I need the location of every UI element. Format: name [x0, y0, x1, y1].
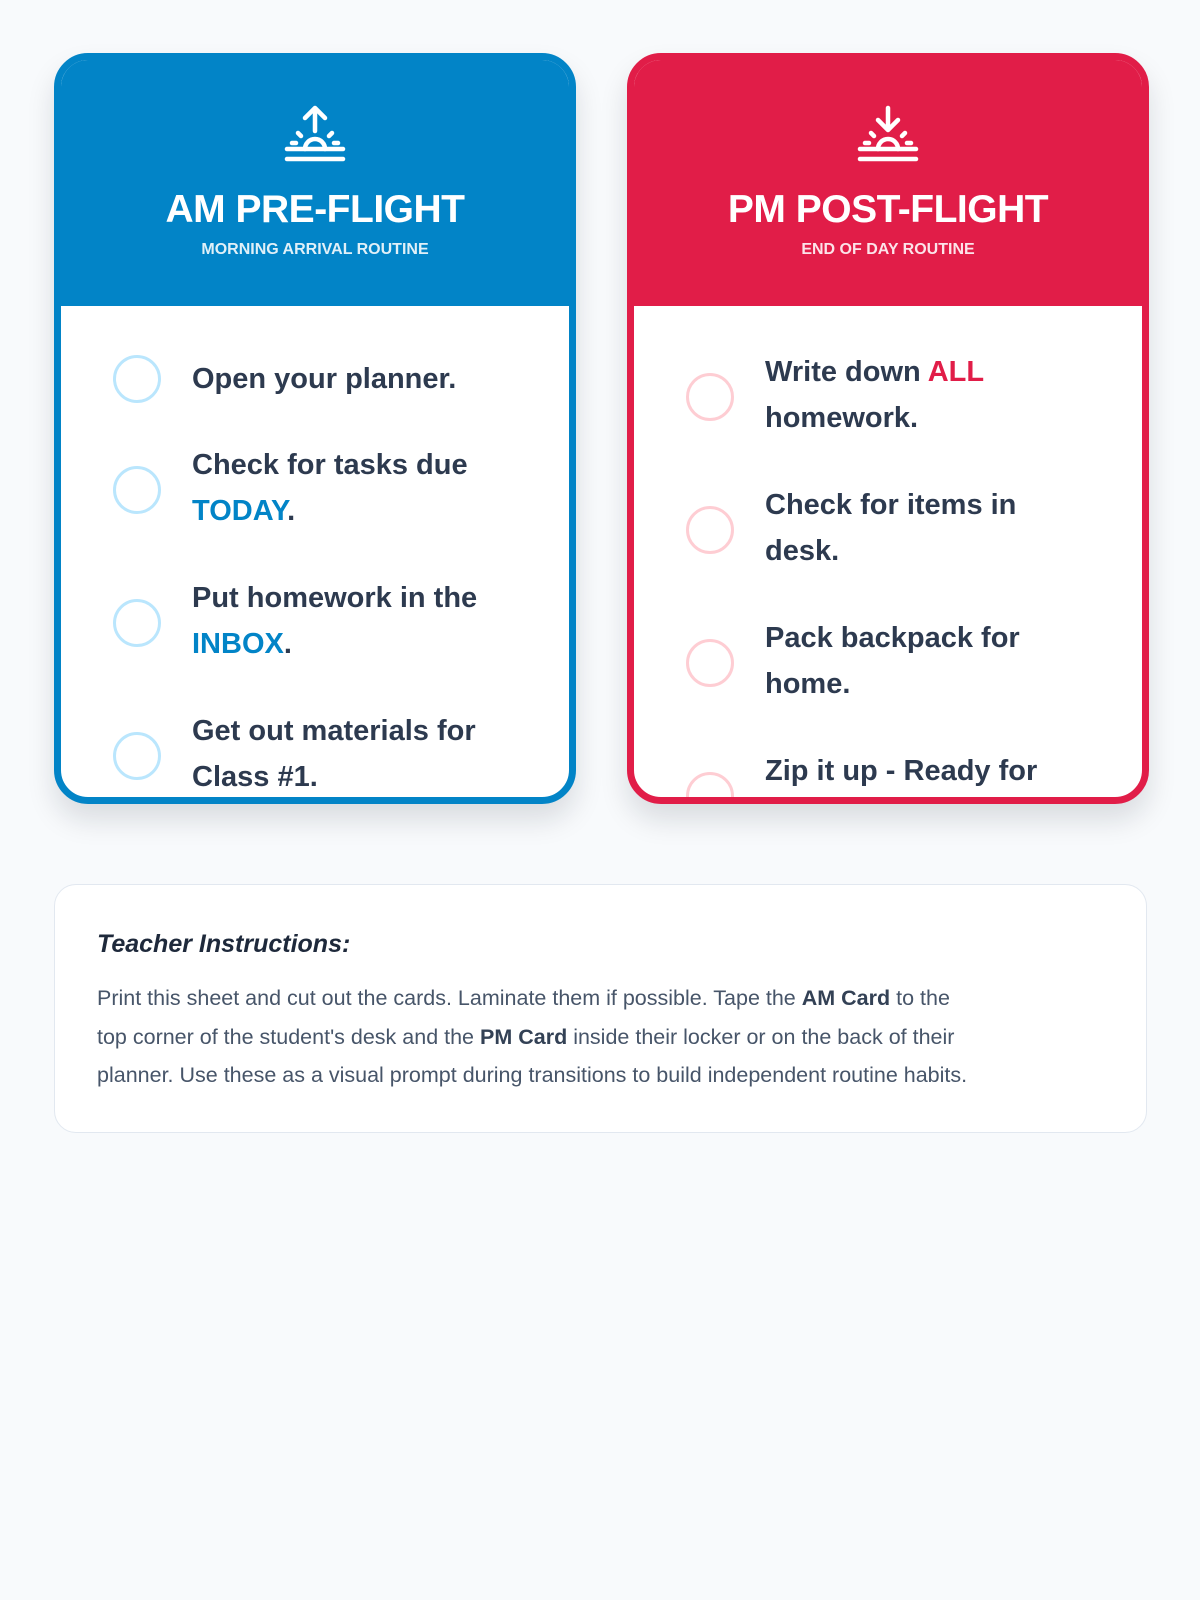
- instructions-line-1: Print this sheet and cut out the cards. Laminate them if possible. Tape the AM Card to the: [97, 986, 950, 1010]
- checkbox[interactable]: [686, 639, 734, 687]
- item-text: Open your planner.: [192, 363, 457, 395]
- checkbox[interactable]: [113, 599, 161, 647]
- pm-card-subtitle: END OF DAY ROUTINE: [801, 241, 975, 258]
- item-text: Check for tasks due TODAY.: [192, 449, 468, 527]
- item-text: Pack backpack for home.: [765, 622, 1020, 700]
- checkbox[interactable]: [686, 772, 734, 804]
- checkbox[interactable]: [113, 355, 161, 403]
- item-accent: ALL: [927, 356, 985, 388]
- checkbox[interactable]: [686, 373, 734, 421]
- checkbox[interactable]: [686, 506, 734, 554]
- pm-routine-card: [627, 53, 1149, 804]
- instructions-line-2: top corner of the student's desk and the PM Card inside their locker or on the back of their: [97, 1024, 955, 1049]
- item-accent: INBOX: [192, 628, 284, 660]
- sunset-icon: [856, 103, 920, 167]
- instructions-title: Teacher Instructions:: [97, 930, 351, 958]
- item-text: Write down ALL homework.: [765, 356, 985, 434]
- am-routine-card: [54, 53, 576, 804]
- am-card-subtitle: MORNING ARRIVAL ROUTINE: [201, 241, 429, 258]
- item-accent: TODAY: [192, 495, 288, 527]
- pm-card-title: PM POST-FLIGHT: [727, 188, 1049, 231]
- instructions-body: [97, 979, 1117, 1095]
- instructions-line-3: planner. Use these as a visual prompt during transitions to build independent routine habits.: [97, 1063, 968, 1087]
- checkbox[interactable]: [113, 732, 161, 780]
- checkbox[interactable]: [113, 466, 161, 514]
- am-card-header: [61, 60, 569, 306]
- item-text: Get out materials for Class #1.: [192, 715, 476, 793]
- item-text: Check for items in desk.: [765, 489, 1017, 567]
- sunrise-icon: [283, 103, 347, 167]
- am-card-title: AM PRE-FLIGHT: [165, 188, 465, 231]
- pm-checklist: [634, 306, 1142, 797]
- pm-card-header: [634, 60, 1142, 306]
- item-text: Put homework in the INBOX.: [192, 582, 478, 660]
- teacher-instructions-panel: [54, 884, 1147, 1133]
- am-checklist: [61, 306, 569, 797]
- item-text: Zip it up - Ready for: [765, 755, 1038, 787]
